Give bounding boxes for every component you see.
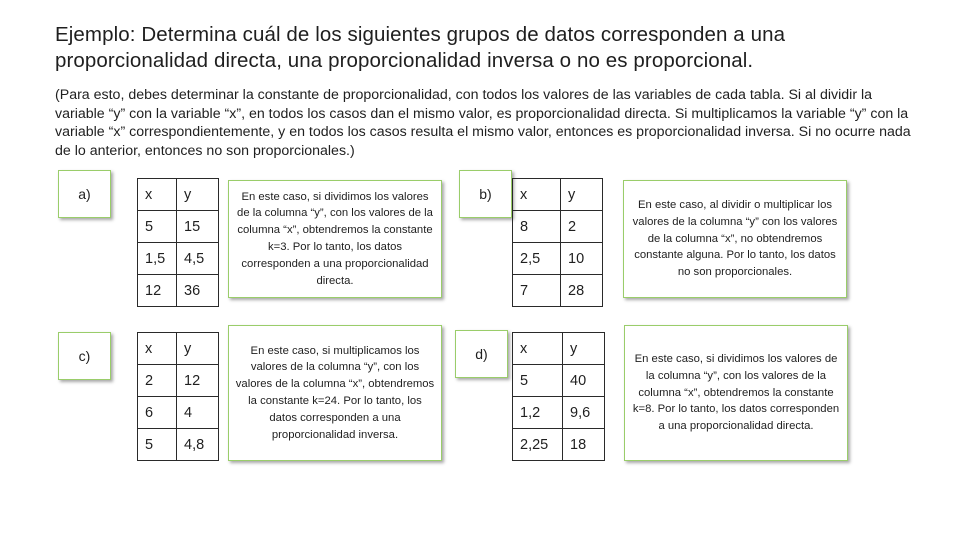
header-x: x [138, 333, 177, 365]
table-row [138, 365, 219, 397]
cell-x: 7 [513, 275, 561, 307]
table-row [138, 243, 219, 275]
header-y: y [177, 179, 219, 211]
table-row [138, 275, 219, 307]
cell-x: 2,25 [513, 429, 563, 461]
table-row [513, 365, 605, 397]
cell-y: 10 [561, 243, 603, 275]
cell-x: 8 [513, 211, 561, 243]
exercise-b-label: b) [459, 170, 512, 218]
cell-x: 1,5 [138, 243, 177, 275]
header-x: x [513, 333, 563, 365]
header-x: x [513, 179, 561, 211]
table-header-row [513, 333, 605, 365]
header-y: y [177, 333, 219, 365]
cell-x: 6 [138, 397, 177, 429]
exercise-a-explanation: En este caso, si dividimos los valores de la columna “y”, con los valores de la columna “x”, obtendremos la constante k=3. Por lo tanto, los datos corresponden a una proporcionalidad directa. [228, 180, 442, 298]
table-row [138, 397, 219, 429]
table-header-row [513, 179, 603, 211]
table-row [513, 397, 605, 429]
instructions-paragraph: (Para esto, debes determinar la constante de proporcionalidad, con todos los valores de las variables de cada tabla. Si al dividir la variable “y” con la variable “x”, en todos los casos dan el mismo valor, es proporcionalidad directa. Si multiplicamos la variable “y” con la variable “x” correspondientemente, y en todos los casos resulta el mismo valor, entonces es proporcionalidad inversa. Si no ocurre nada de lo anterior, entonces no son proporcionales.) [55, 87, 911, 159]
table-row [513, 275, 603, 307]
cell-y: 15 [177, 211, 219, 243]
table-header-row [138, 333, 219, 365]
exercise-b-explanation: En este caso, al dividir o multiplicar los valores de la columna “y” con los valores de la columna “x”, no obtendremos constante alguna. Por lo tanto, los datos no son proporcionales. [623, 180, 847, 298]
cell-y: 28 [561, 275, 603, 307]
cell-x: 5 [138, 211, 177, 243]
header-y: y [563, 333, 605, 365]
cell-x: 12 [138, 275, 177, 307]
exercise-c-label: c) [58, 332, 111, 380]
table-row [138, 211, 219, 243]
cell-x: 2 [138, 365, 177, 397]
exercise-b-table [512, 178, 603, 307]
table-row [138, 429, 219, 461]
page-title: Ejemplo: Determina cuál de los siguientes grupos de datos corresponden a una proporcionalidad directa, una proporcionalidad inversa o no es proporcional. [55, 23, 786, 72]
cell-x: 5 [513, 365, 563, 397]
cell-y: 9,6 [563, 397, 605, 429]
table-row [513, 429, 605, 461]
cell-y: 12 [177, 365, 219, 397]
cell-y: 2 [561, 211, 603, 243]
exercise-d-label: d) [455, 330, 508, 378]
exercise-d-table [512, 332, 605, 461]
cell-y: 4,8 [177, 429, 219, 461]
cell-x: 5 [138, 429, 177, 461]
exercise-c-table [137, 332, 219, 461]
cell-y: 4 [177, 397, 219, 429]
cell-y: 4,5 [177, 243, 219, 275]
exercise-a-table [137, 178, 219, 307]
exercise-a-label: a) [58, 170, 111, 218]
cell-y: 36 [177, 275, 219, 307]
cell-x: 1,2 [513, 397, 563, 429]
cell-y: 18 [563, 429, 605, 461]
header-y: y [561, 179, 603, 211]
table-row [513, 243, 603, 275]
cell-y: 40 [563, 365, 605, 397]
cell-x: 2,5 [513, 243, 561, 275]
table-header-row [138, 179, 219, 211]
exercise-d-explanation: En este caso, si dividimos los valores de la columna “y”, con los valores de la columna “x”, obtendremos la constante k=8. Por lo tanto, los datos corresponden a una proporcionalidad directa. [624, 325, 848, 461]
exercise-c-explanation: En este caso, si multiplicamos los valores de la columna “y”, con los valores de la columna “x”, obtendremos la constante k=24. Por lo tanto, los datos corresponden a una proporcionalidad inversa. [228, 325, 442, 461]
table-row [513, 211, 603, 243]
header-x: x [138, 179, 177, 211]
